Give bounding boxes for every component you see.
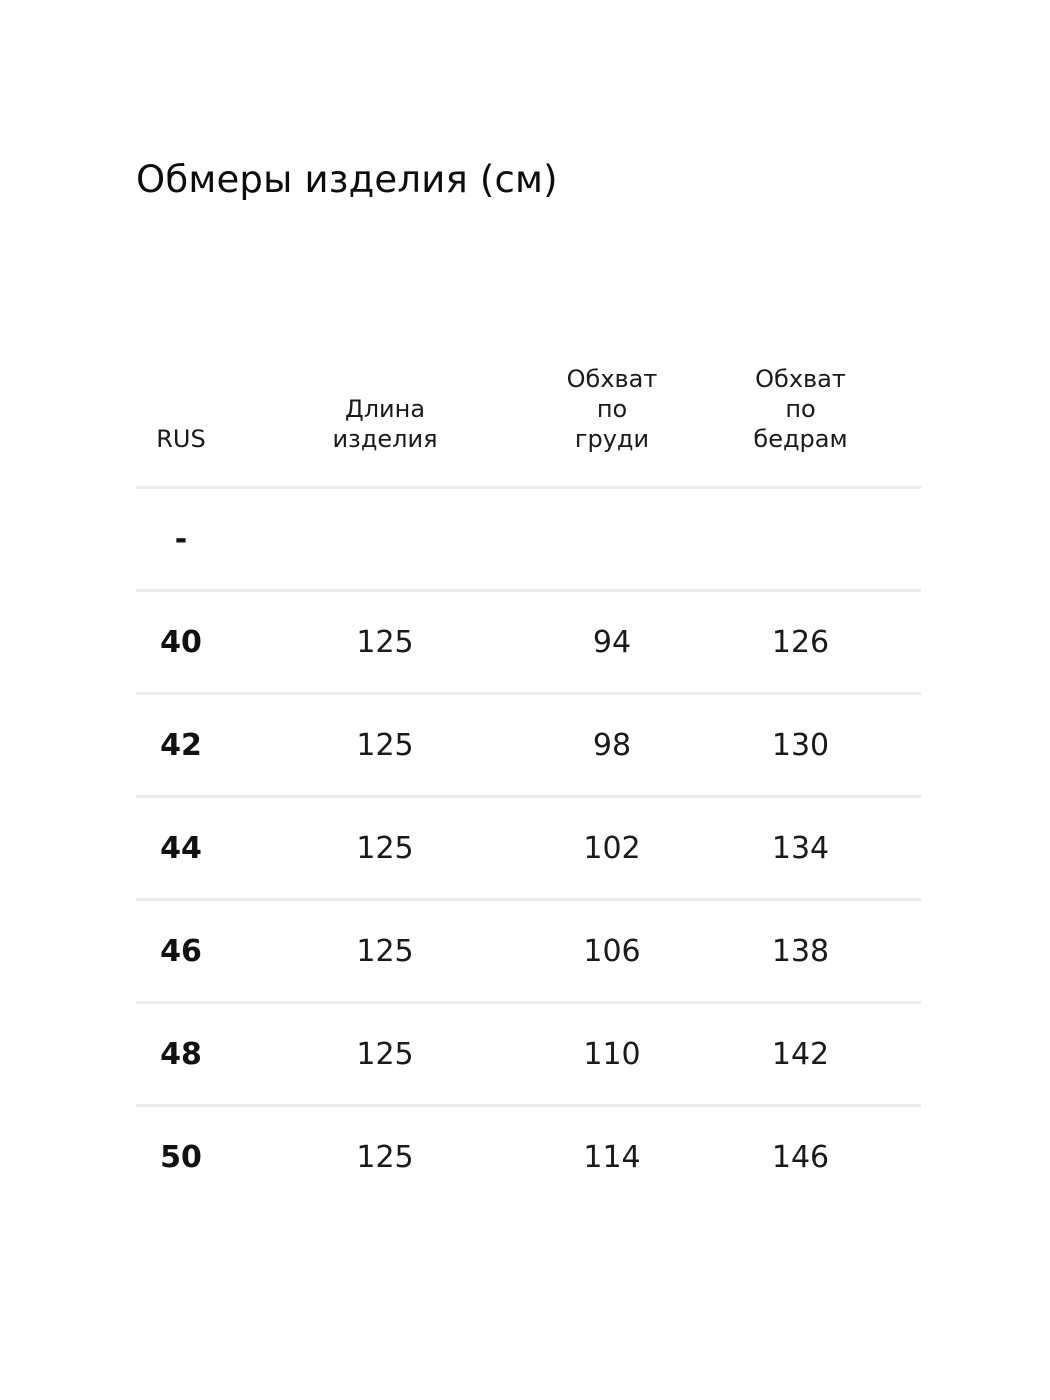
column-header-chest: Обхват по груди (566, 365, 658, 453)
length-cell: 125 (356, 1036, 414, 1072)
table-row (136, 489, 921, 592)
chest-cell: 110 (583, 1036, 641, 1072)
table-row (136, 592, 921, 695)
size-cell: 46 (160, 933, 202, 969)
column-header-length: Длина изделия (332, 395, 438, 453)
length-cell: 125 (356, 1139, 414, 1175)
chest-cell: 98 (592, 727, 632, 763)
hips-cell: 130 (771, 727, 830, 763)
table-row (136, 798, 921, 901)
size-cell: 50 (160, 1139, 202, 1175)
chest-cell: 114 (583, 1139, 641, 1175)
table-row (136, 1004, 921, 1107)
hips-cell: 138 (771, 933, 830, 969)
table-header-row (136, 356, 921, 489)
hips-cell: 142 (771, 1036, 830, 1072)
length-cell: 125 (356, 933, 414, 969)
length-cell: 125 (356, 727, 414, 763)
size-cell: 40 (160, 624, 202, 660)
length-cell: 125 (356, 830, 414, 866)
hips-cell: 134 (771, 830, 830, 866)
chest-cell: 106 (583, 933, 641, 969)
table-row (136, 695, 921, 798)
page-title: Обмеры изделия (см) (136, 158, 558, 201)
chest-cell: 94 (592, 624, 632, 660)
length-cell: 125 (356, 624, 414, 660)
hips-cell: 146 (771, 1139, 830, 1175)
size-cell: 44 (160, 830, 202, 866)
column-header-rus-size: RUS (156, 425, 206, 453)
table-row (136, 1107, 921, 1207)
table-row (136, 901, 921, 1004)
size-cell: - (174, 521, 188, 557)
hips-cell: 126 (771, 624, 830, 660)
chest-cell: 102 (583, 830, 641, 866)
size-cell: 48 (160, 1036, 202, 1072)
column-header-hips: Обхват по бедрам (753, 365, 848, 453)
size-cell: 42 (160, 727, 202, 763)
size-chart-table (136, 356, 921, 1207)
